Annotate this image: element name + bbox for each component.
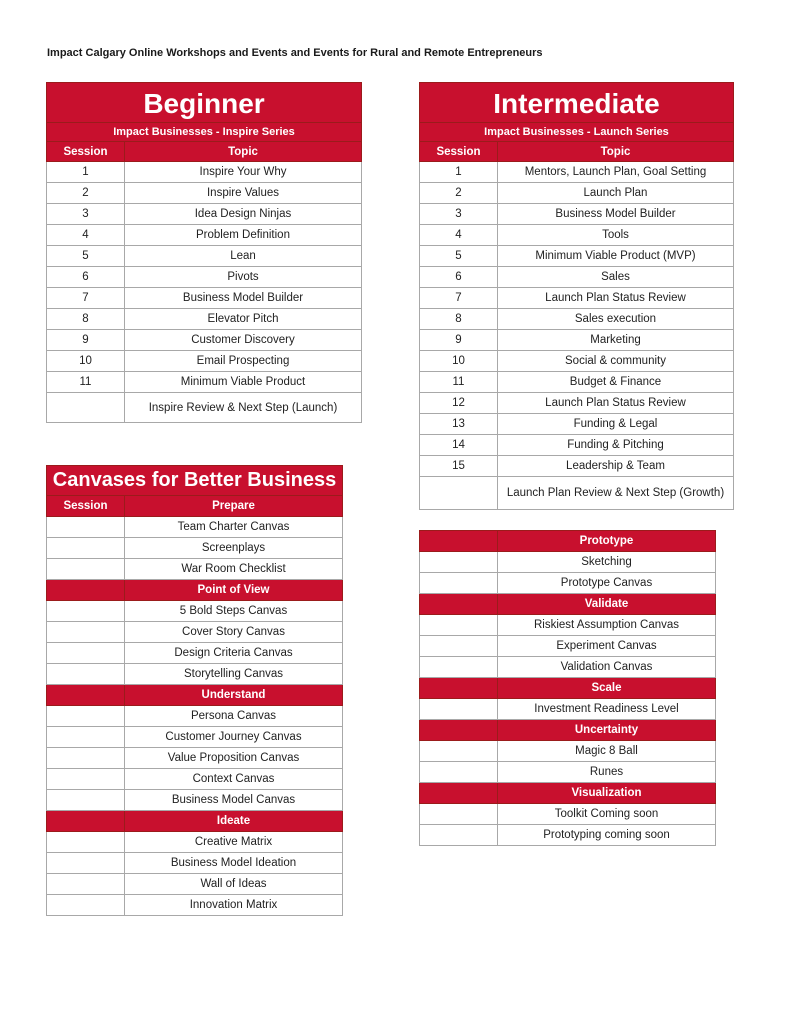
section-header-row <box>420 594 716 615</box>
session-cell <box>47 790 125 811</box>
session-number: 8 <box>47 309 125 330</box>
session-cell <box>47 727 125 748</box>
session-cell <box>420 636 498 657</box>
item-cell: Toolkit Coming soon <box>498 804 716 825</box>
table-row <box>47 288 362 309</box>
table-row <box>47 643 343 664</box>
table-row <box>47 309 362 330</box>
session-number: 11 <box>420 372 498 393</box>
session-number: 5 <box>47 246 125 267</box>
topic-cell: Mentors, Launch Plan, Goal Setting <box>498 162 734 183</box>
table-row <box>420 741 716 762</box>
topic-cell: Launch Plan <box>498 183 734 204</box>
beginner-table <box>46 82 362 423</box>
topic-cell: Sales execution <box>498 309 734 330</box>
section-header-blank <box>420 594 498 615</box>
topic-cell: Idea Design Ninjas <box>125 204 362 225</box>
topic-cell: Pivots <box>125 267 362 288</box>
intermediate-subtitle: Impact Businesses - Launch Series <box>420 123 734 142</box>
table-row <box>47 769 343 790</box>
topic-cell: Minimum Viable Product (MVP) <box>498 246 734 267</box>
table-row <box>47 225 362 246</box>
section-header: Visualization <box>498 783 716 804</box>
topic-cell: Budget & Finance <box>498 372 734 393</box>
table-row <box>47 874 343 895</box>
table-row <box>420 246 734 267</box>
table-row <box>420 414 734 435</box>
session-number: 12 <box>420 393 498 414</box>
session-number: 3 <box>420 204 498 225</box>
table-row <box>47 330 362 351</box>
table-row <box>420 162 734 183</box>
table-row <box>420 393 734 414</box>
topic-cell: Customer Discovery <box>125 330 362 351</box>
section-header-blank <box>47 811 125 832</box>
item-cell: Investment Readiness Level <box>498 699 716 720</box>
table-row <box>420 225 734 246</box>
session-cell <box>420 741 498 762</box>
table-row <box>47 372 362 393</box>
section-header: Ideate <box>125 811 343 832</box>
table-row <box>420 183 734 204</box>
session-number <box>420 477 498 510</box>
topic-cell: Inspire Review & Next Step (Launch) <box>125 393 362 423</box>
table-row <box>420 456 734 477</box>
table-row <box>47 706 343 727</box>
session-number: 1 <box>47 162 125 183</box>
table-row <box>47 246 362 267</box>
table-row <box>47 895 343 916</box>
session-cell <box>47 832 125 853</box>
section-header-row <box>420 783 716 804</box>
beginner-session-header: Session <box>47 142 125 162</box>
section-header-row <box>47 496 343 517</box>
table-row <box>420 267 734 288</box>
topic-cell: Tools <box>498 225 734 246</box>
section-header-row <box>47 685 343 706</box>
session-cell <box>420 762 498 783</box>
page-title: Impact Calgary Online Workshops and Events and Events for Rural and Remote Entrepreneurs <box>47 47 543 59</box>
table-row <box>420 552 716 573</box>
canvas-cell: War Room Checklist <box>125 559 343 580</box>
table-row <box>420 615 716 636</box>
session-cell <box>47 874 125 895</box>
item-cell: Magic 8 Ball <box>498 741 716 762</box>
session-number: 9 <box>47 330 125 351</box>
session-cell <box>47 538 125 559</box>
canvas-cell: Design Criteria Canvas <box>125 643 343 664</box>
item-cell: Validation Canvas <box>498 657 716 678</box>
canvas-cell: Persona Canvas <box>125 706 343 727</box>
section-header-row <box>420 720 716 741</box>
table-row <box>47 204 362 225</box>
session-cell <box>420 825 498 846</box>
item-cell: Sketching <box>498 552 716 573</box>
section-header: Prepare <box>125 496 343 517</box>
topic-cell: Funding & Pitching <box>498 435 734 456</box>
section-header: Validate <box>498 594 716 615</box>
session-cell <box>47 601 125 622</box>
session-cell <box>420 657 498 678</box>
canvas-cell: Context Canvas <box>125 769 343 790</box>
topic-cell: Problem Definition <box>125 225 362 246</box>
session-number: 7 <box>420 288 498 309</box>
table-row <box>47 517 343 538</box>
session-number: 6 <box>47 267 125 288</box>
table-row <box>420 288 734 309</box>
session-cell <box>47 622 125 643</box>
intermediate-session-header: Session <box>420 142 498 162</box>
topic-cell: Lean <box>125 246 362 267</box>
session-number: 9 <box>420 330 498 351</box>
table-row <box>47 853 343 874</box>
section-header-blank <box>420 783 498 804</box>
session-cell <box>420 804 498 825</box>
topic-cell: Funding & Legal <box>498 414 734 435</box>
canvases-table <box>46 465 343 916</box>
table-row <box>47 162 362 183</box>
table-row <box>47 664 343 685</box>
table-row <box>47 832 343 853</box>
table-row <box>47 183 362 204</box>
session-cell <box>47 559 125 580</box>
canvas-cell: Team Charter Canvas <box>125 517 343 538</box>
session-cell <box>47 769 125 790</box>
table-row <box>420 204 734 225</box>
session-number <box>47 393 125 423</box>
table-row <box>420 636 716 657</box>
topic-cell: Launch Plan Status Review <box>498 288 734 309</box>
table-row <box>420 825 716 846</box>
item-cell: Prototype Canvas <box>498 573 716 594</box>
section-header-blank <box>420 678 498 699</box>
topic-cell: Minimum Viable Product <box>125 372 362 393</box>
session-cell <box>420 615 498 636</box>
item-cell: Riskiest Assumption Canvas <box>498 615 716 636</box>
table-row <box>47 538 343 559</box>
topic-cell: Sales <box>498 267 734 288</box>
item-cell: Experiment Canvas <box>498 636 716 657</box>
canvas-cell: Screenplays <box>125 538 343 559</box>
session-number: 10 <box>420 351 498 372</box>
table-row <box>420 804 716 825</box>
beginner-subtitle: Impact Businesses - Inspire Series <box>47 123 362 142</box>
topic-cell: Social & community <box>498 351 734 372</box>
table-row <box>420 351 734 372</box>
section-header-blank <box>47 580 125 601</box>
topic-cell: Business Model Builder <box>125 288 362 309</box>
session-number: 10 <box>47 351 125 372</box>
canvases-title: Canvases for Better Business <box>47 466 343 496</box>
table-row <box>47 601 343 622</box>
section-header-blank <box>47 685 125 706</box>
topic-cell: Inspire Your Why <box>125 162 362 183</box>
table-row <box>420 330 734 351</box>
intermediate-topic-header: Topic <box>498 142 734 162</box>
session-cell <box>47 664 125 685</box>
section-header-row <box>420 678 716 699</box>
topic-cell: Leadership & Team <box>498 456 734 477</box>
table-row <box>47 351 362 372</box>
canvas-cell: Customer Journey Canvas <box>125 727 343 748</box>
session-cell <box>420 552 498 573</box>
topic-cell: Business Model Builder <box>498 204 734 225</box>
canvas-cell: Storytelling Canvas <box>125 664 343 685</box>
table-row <box>47 267 362 288</box>
table-row <box>420 573 716 594</box>
table-row <box>420 477 734 510</box>
table-row <box>420 435 734 456</box>
topic-cell: Launch Plan Review & Next Step (Growth) <box>498 477 734 510</box>
topic-cell: Email Prospecting <box>125 351 362 372</box>
intermediate-title: Intermediate <box>420 83 734 123</box>
session-number: 2 <box>420 183 498 204</box>
topic-cell: Marketing <box>498 330 734 351</box>
prototype-table <box>419 530 716 846</box>
canvas-cell: Cover Story Canvas <box>125 622 343 643</box>
canvas-cell: Value Proposition Canvas <box>125 748 343 769</box>
canvas-cell: Wall of Ideas <box>125 874 343 895</box>
table-row <box>47 622 343 643</box>
table-row <box>47 393 362 423</box>
beginner-topic-header: Topic <box>125 142 362 162</box>
session-cell <box>47 853 125 874</box>
table-row <box>47 559 343 580</box>
canvas-cell: 5 Bold Steps Canvas <box>125 601 343 622</box>
table-row <box>47 727 343 748</box>
session-cell <box>47 748 125 769</box>
session-cell <box>47 517 125 538</box>
item-cell: Runes <box>498 762 716 783</box>
canvas-cell: Creative Matrix <box>125 832 343 853</box>
canvas-cell: Business Model Canvas <box>125 790 343 811</box>
intermediate-table <box>419 82 734 510</box>
topic-cell: Inspire Values <box>125 183 362 204</box>
table-row <box>420 657 716 678</box>
canvas-cell: Business Model Ideation <box>125 853 343 874</box>
section-header-row <box>47 811 343 832</box>
section-header: Uncertainty <box>498 720 716 741</box>
session-number: 14 <box>420 435 498 456</box>
section-header-blank <box>420 720 498 741</box>
canvas-cell: Innovation Matrix <box>125 895 343 916</box>
section-header-row <box>47 580 343 601</box>
section-header: Point of View <box>125 580 343 601</box>
session-cell <box>47 643 125 664</box>
session-cell <box>420 573 498 594</box>
section-header-row <box>420 531 716 552</box>
section-header: Understand <box>125 685 343 706</box>
session-number: 3 <box>47 204 125 225</box>
session-number: 2 <box>47 183 125 204</box>
session-number: 7 <box>47 288 125 309</box>
session-number: 15 <box>420 456 498 477</box>
session-number: 1 <box>420 162 498 183</box>
session-number: 8 <box>420 309 498 330</box>
session-number: 13 <box>420 414 498 435</box>
session-cell <box>47 706 125 727</box>
session-number: 4 <box>47 225 125 246</box>
session-cell <box>420 699 498 720</box>
session-number: 4 <box>420 225 498 246</box>
table-row <box>420 762 716 783</box>
section-header-blank <box>420 531 498 552</box>
table-row <box>420 372 734 393</box>
table-row <box>420 309 734 330</box>
topic-cell: Elevator Pitch <box>125 309 362 330</box>
section-header: Scale <box>498 678 716 699</box>
section-header: Prototype <box>498 531 716 552</box>
beginner-title: Beginner <box>47 83 362 123</box>
item-cell: Prototyping coming soon <box>498 825 716 846</box>
table-row <box>420 699 716 720</box>
table-row <box>47 790 343 811</box>
session-number: 11 <box>47 372 125 393</box>
session-header: Session <box>47 496 125 517</box>
topic-cell: Launch Plan Status Review <box>498 393 734 414</box>
session-number: 6 <box>420 267 498 288</box>
table-row <box>47 748 343 769</box>
session-number: 5 <box>420 246 498 267</box>
session-cell <box>47 895 125 916</box>
